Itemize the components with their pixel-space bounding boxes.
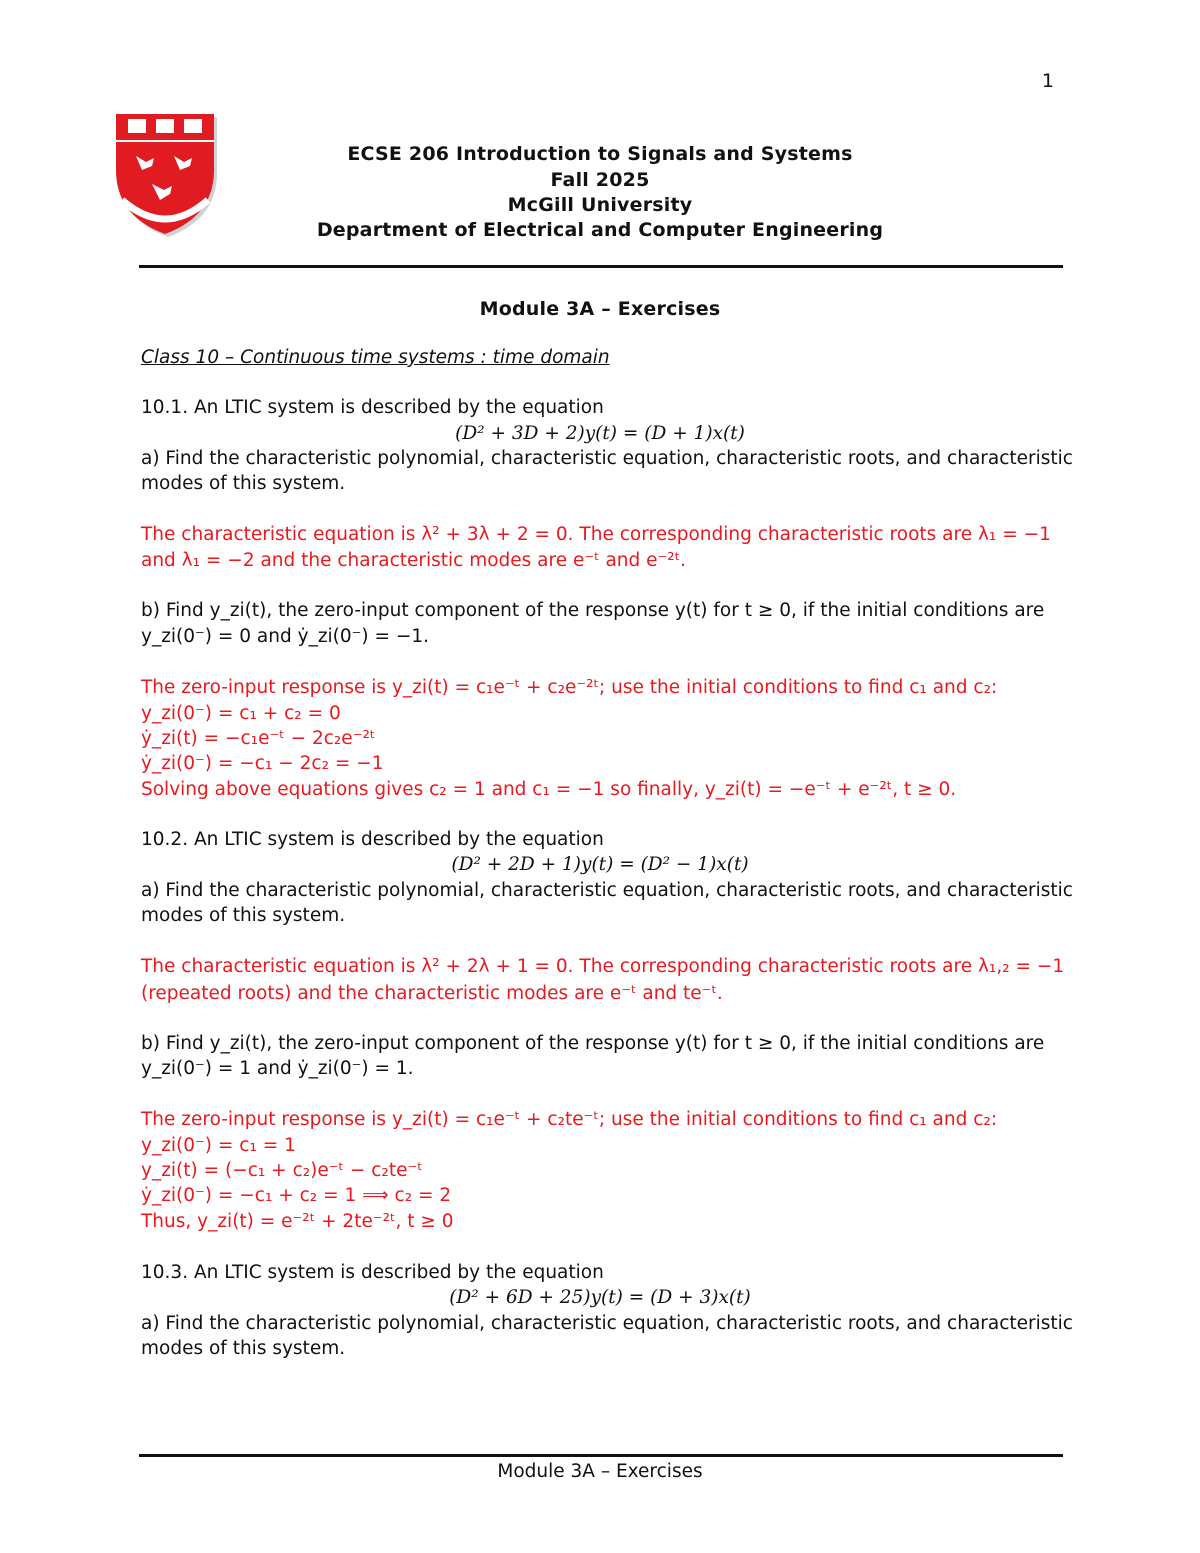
problem-10-1-solution-a-line1: The characteristic equation is λ² + 3λ + 2 = 0. The corresponding characteristic roots are λ₁ = −1 (141, 524, 1051, 545)
problem-10-1-question-b-line2: y_zi(0⁻) = 0 and ẏ_zi(0⁻) = −1. (141, 626, 430, 647)
university: McGill University (507, 194, 693, 216)
problem-10-3-intro: 10.3. An LTIC system is described by the equation (141, 1262, 604, 1283)
problem-10-2-question-a-line1: a) Find the characteristic polynomial, characteristic equation, characteristic roots, and characteristic (141, 880, 1073, 901)
problem-10-2-equation: (D² + 2D + 1)y(t) = (D² − 1)x(t) (451, 854, 749, 875)
problem-10-1-question-b-line1: b) Find y_zi(t), the zero-input component of the response y(t) for t ≥ 0, if the initial conditions are (141, 600, 1045, 621)
footer-text: Module 3A – Exercises (497, 1461, 703, 1482)
header-rule (139, 265, 1063, 268)
footer-rule (139, 1454, 1063, 1457)
problem-10-2-solution-b-line4: ẏ_zi(0⁻) = −c₁ + c₂ = 1 ⟹ c₂ = 2 (141, 1185, 452, 1206)
problem-10-3-question-a-line2: modes of this system. (141, 1338, 346, 1359)
module-title: Module 3A – Exercises (479, 298, 721, 320)
problem-10-1-solution-b-line5: Solving above equations gives c₂ = 1 and c₁ = −1 so finally, y_zi(t) = −e⁻ᵗ + e⁻²ᵗ, t ≥ 0. (141, 779, 957, 800)
problem-10-2-solution-b-line3: y_zi(t) = (−c₁ + c₂)e⁻ᵗ − c₂te⁻ᵗ (141, 1160, 423, 1181)
problem-10-2-solution-a-line1: The characteristic equation is λ² + 2λ + 1 = 0. The corresponding characteristic roots are λ₁,₂ = −1 (141, 956, 1065, 977)
course-title: ECSE 206 Introduction to Signals and Systems (347, 143, 853, 165)
problem-10-1-equation: (D² + 3D + 2)y(t) = (D + 1)x(t) (455, 423, 745, 444)
problem-10-3-question-a-line1: a) Find the characteristic polynomial, characteristic equation, characteristic roots, and characteristic (141, 1313, 1073, 1334)
term: Fall 2025 (550, 169, 650, 191)
problem-10-1-question-a-line2: modes of this system. (141, 473, 346, 494)
class-heading: Class 10 – Continuous time systems : time domain (141, 347, 610, 368)
problem-10-1-question-a-line1: a) Find the characteristic polynomial, characteristic equation, characteristic roots, and characteristic (141, 448, 1073, 469)
problem-10-2-solution-b-line5: Thus, y_zi(t) = e⁻²ᵗ + 2te⁻²ᵗ, t ≥ 0 (141, 1211, 454, 1232)
problem-10-2-solution-b-line1: The zero-input response is y_zi(t) = c₁e⁻ᵗ + c₂te⁻ᵗ; use the initial conditions to find c₁ and c₂: (141, 1109, 998, 1130)
problem-10-3-equation: (D² + 6D + 25)y(t) = (D + 3)x(t) (449, 1287, 751, 1308)
problem-10-1-solution-b-line3: ẏ_zi(t) = −c₁e⁻ᵗ − 2c₂e⁻²ᵗ (141, 728, 376, 749)
problem-10-1-solution-b-line2: y_zi(0⁻) = c₁ + c₂ = 0 (141, 703, 341, 724)
problem-10-1-intro: 10.1. An LTIC system is described by the equation (141, 397, 604, 418)
problem-10-2-solution-b-line2: y_zi(0⁻) = c₁ = 1 (141, 1135, 296, 1156)
problem-10-2-question-a-line2: modes of this system. (141, 905, 346, 926)
problem-10-1-solution-b-line4: ẏ_zi(0⁻) = −c₁ − 2c₂ = −1 (141, 753, 384, 774)
problem-10-2-intro: 10.2. An LTIC system is described by the equation (141, 829, 604, 850)
problem-10-2-question-b-line1: b) Find y_zi(t), the zero-input component of the response y(t) for t ≥ 0, if the initial conditions are (141, 1033, 1045, 1054)
problem-10-2-question-b-line2: y_zi(0⁻) = 1 and ẏ_zi(0⁻) = 1. (141, 1058, 414, 1079)
page-number: 1 (1041, 70, 1054, 92)
problem-10-2-solution-a-line2: (repeated roots) and the characteristic modes are e⁻ᵗ and te⁻ᵗ. (141, 983, 723, 1004)
problem-10-1-solution-a-line2: and λ₁ = −2 and the characteristic modes are e⁻ᵗ and e⁻²ᵗ. (141, 550, 687, 571)
department: Department of Electrical and Computer Engineering (316, 219, 884, 241)
problem-10-1-solution-b-line1: The zero-input response is y_zi(t) = c₁e⁻ᵗ + c₂e⁻²ᵗ; use the initial conditions to find c₁ and c₂: (141, 677, 998, 698)
